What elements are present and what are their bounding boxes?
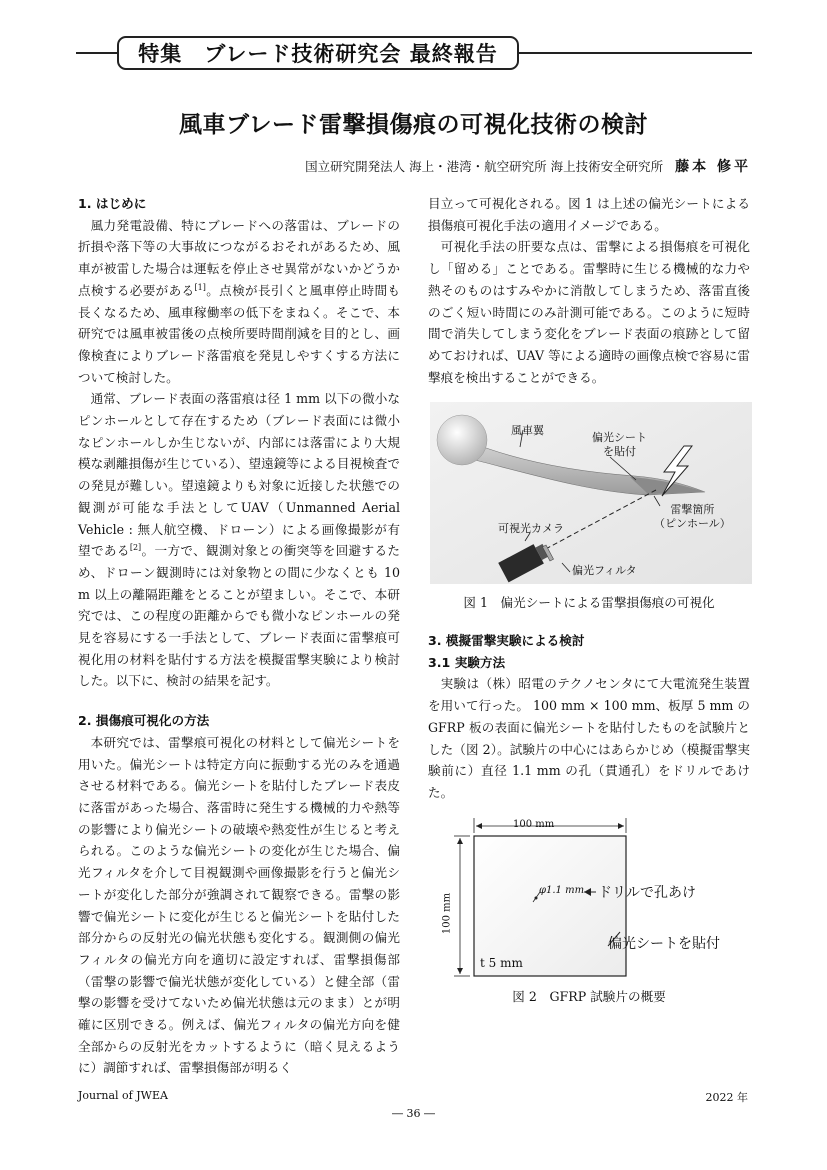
- fig1-label-camera: 可視光カメラ: [498, 522, 564, 535]
- fig2-thickness: t 5 mm: [480, 956, 523, 970]
- fig2-label-sheet: 偏光シートを貼付: [608, 936, 720, 952]
- header-rule-left: [76, 52, 118, 54]
- section-2-heading: 2. 損傷痕可視化の方法: [78, 713, 210, 729]
- author-line: [305, 156, 751, 176]
- figure-2-caption: 図 2 GFRP 試験片の概要: [512, 989, 666, 1004]
- series-title: 特集 ブレード技術研究会 最終報告: [138, 42, 498, 66]
- left-column: [78, 193, 400, 1079]
- article-title: 風車ブレード雷撃損傷痕の可視化技術の検討: [178, 112, 649, 138]
- section-1-paragraph-1: 風力発電設備、特にブレードへの落雷は、ブレードの折損や落下等の大事故につながるおそれがあるため、風車が被雷した場合は運転を停止させ異常がないかどうか点検する必要がある[1]。点検が長引くと風車停止時間も長くなるため、風車稼働率の低下をまねく。そこで、本研究では風車被雷後の点検所要時間削減を目的とし、画像検査によりブレード落雷痕を発見しやすくする方法について検討した。: [78, 217, 401, 385]
- fig2-dim-width: 100 mm: [513, 819, 555, 830]
- right-column-bottom: [428, 630, 750, 804]
- section-2-paragraph-1-continued: 目立って可視化される。図 1 は上述の偏光シートによる損傷痕可視化手法の適用イメージである。: [428, 196, 750, 233]
- figure-1-caption: 図 1 偏光シートによる雷撃損傷痕の可視化: [463, 595, 715, 610]
- author-affiliation: 国立研究開発法人 海上・港湾・航空研究所 海上技術安全研究所: [305, 159, 664, 174]
- section-1-paragraph-2: 通常、ブレード表面の落雷痕は径 1 mm 以下の微小なピンホールとして存在するため（ブレード表面には微小なピンホールしか生じないが、内部には落雷により大規模な剥離損傷が生じている）、望遠鏡等による目視検査での発見が難しい。望遠鏡よりも対象に近接した状態での観測が可能な手法としてUAV（Unmanned Aerial Vehicle : 無人航空機、ドローン）による画像撮影が有望である[2]。一方で、観測対象との衝突等を回避するため、ドローン観測時には対象物との間に少なくとも 10 m 以上の離隔距離をとることが望ましい。そこで、本研究では、この程度の距離からでも微小なピンホールの発見を容易にする一手法として、ブレード表面に雷撃痕可視化用の材料を貼付する方法を模擬雷撃実験により検討した。以下に、検討の結果を記す。: [78, 391, 401, 689]
- fig1-label-blade: 風車翼: [511, 424, 544, 437]
- section-2-paragraph-1: 本研究では、雷撃痕可視化の材料として偏光シートを用いた。偏光シートは特定方向に振動する光のみを通過させる材料である。偏光シートを貼付したブレード表皮に落雷があった場合、落雷時に発生する機械的力や熱等の影響により偏光シートの破壊や熱変性が生じると考えられる。このような偏光シートの変化が生じた場合、偏光フィルタを介して目視観測や画像撮影を行うと偏光シートが変化した部分が強調されて観察できる。雷撃の影響で偏光シートに変化が生じると偏光シートを貼付した部分からの反射光の偏光状態も変化する。観測側の偏光フィルタの偏光方向を適切に設定すれば、雷撃損傷部（雷撃の影響で偏光状態が変化している）と健全部（雷撃の影響を受けてないため偏光状態は元のまま）とが明確に区別できる。例えば、偏光フィルタの偏光方向を健全部からの反射光をカットするように（暗く見えるように）調節すれば、雷撃損傷部が明るく: [78, 734, 400, 1076]
- fig2-label-drill: ドリルで孔あけ: [598, 885, 696, 901]
- drilled-hole: [535, 897, 538, 900]
- gfrp-plate: [474, 836, 626, 976]
- fig1-label-strike: 雷撃箇所 （ピンホール）: [654, 503, 731, 530]
- section-3-1-paragraph-1: 実験は（株）昭電のテクノセンタにて大電流発生装置を用いて行った。 100 mm × 100 mm、板厚 5 mm の GFRP 板の表面に偏光シートを貼付したものを試験片とした（図 2）。試験片の中心にはあらかじめ（模擬雷撃実験前に）直径 1.1 mm の孔（貫通孔）をドリルであけた。: [428, 676, 750, 800]
- rotor-hub: [437, 415, 487, 465]
- fig1-label-filter: 偏光フィルタ: [572, 564, 637, 577]
- footer-page-number: ― 36 ―: [392, 1107, 435, 1120]
- fig1-label-sheet: 偏光シート を貼付: [592, 431, 647, 458]
- figure-1-illustration: [430, 402, 752, 584]
- footer-year: 2022 年: [705, 1091, 748, 1104]
- author-name: 藤本 修平: [675, 159, 751, 175]
- series-banner: [117, 36, 519, 70]
- footer-journal: Journal of JWEA: [78, 1089, 168, 1102]
- right-column-top: [428, 193, 750, 388]
- fig2-hole-diameter: φ1.1 mm: [539, 885, 585, 896]
- fig2-dim-height: 100 mm: [441, 892, 453, 935]
- header-rule-right: [518, 52, 752, 54]
- section-3-heading: 3. 模擬雷撃実験による検討: [428, 633, 585, 648]
- section-1-heading: 1. はじめに: [78, 196, 147, 211]
- section-3-1-heading: 3.1 実験方法: [428, 654, 506, 670]
- section-2-paragraph-2: 可視化手法の肝要な点は、雷撃による損傷痕を可視化し「留める」ことである。雷撃時に生じる機械的な力や熱そのものはすみやかに消散してしまうため、落雷直後のごく短い時間にのみ計測可能である。このように短時間で消失してしまう変化をブレード表面の痕跡として留めておければ、UAV 等による適時の画像点検で容易に雷撃痕を検出することができる。: [428, 239, 750, 385]
